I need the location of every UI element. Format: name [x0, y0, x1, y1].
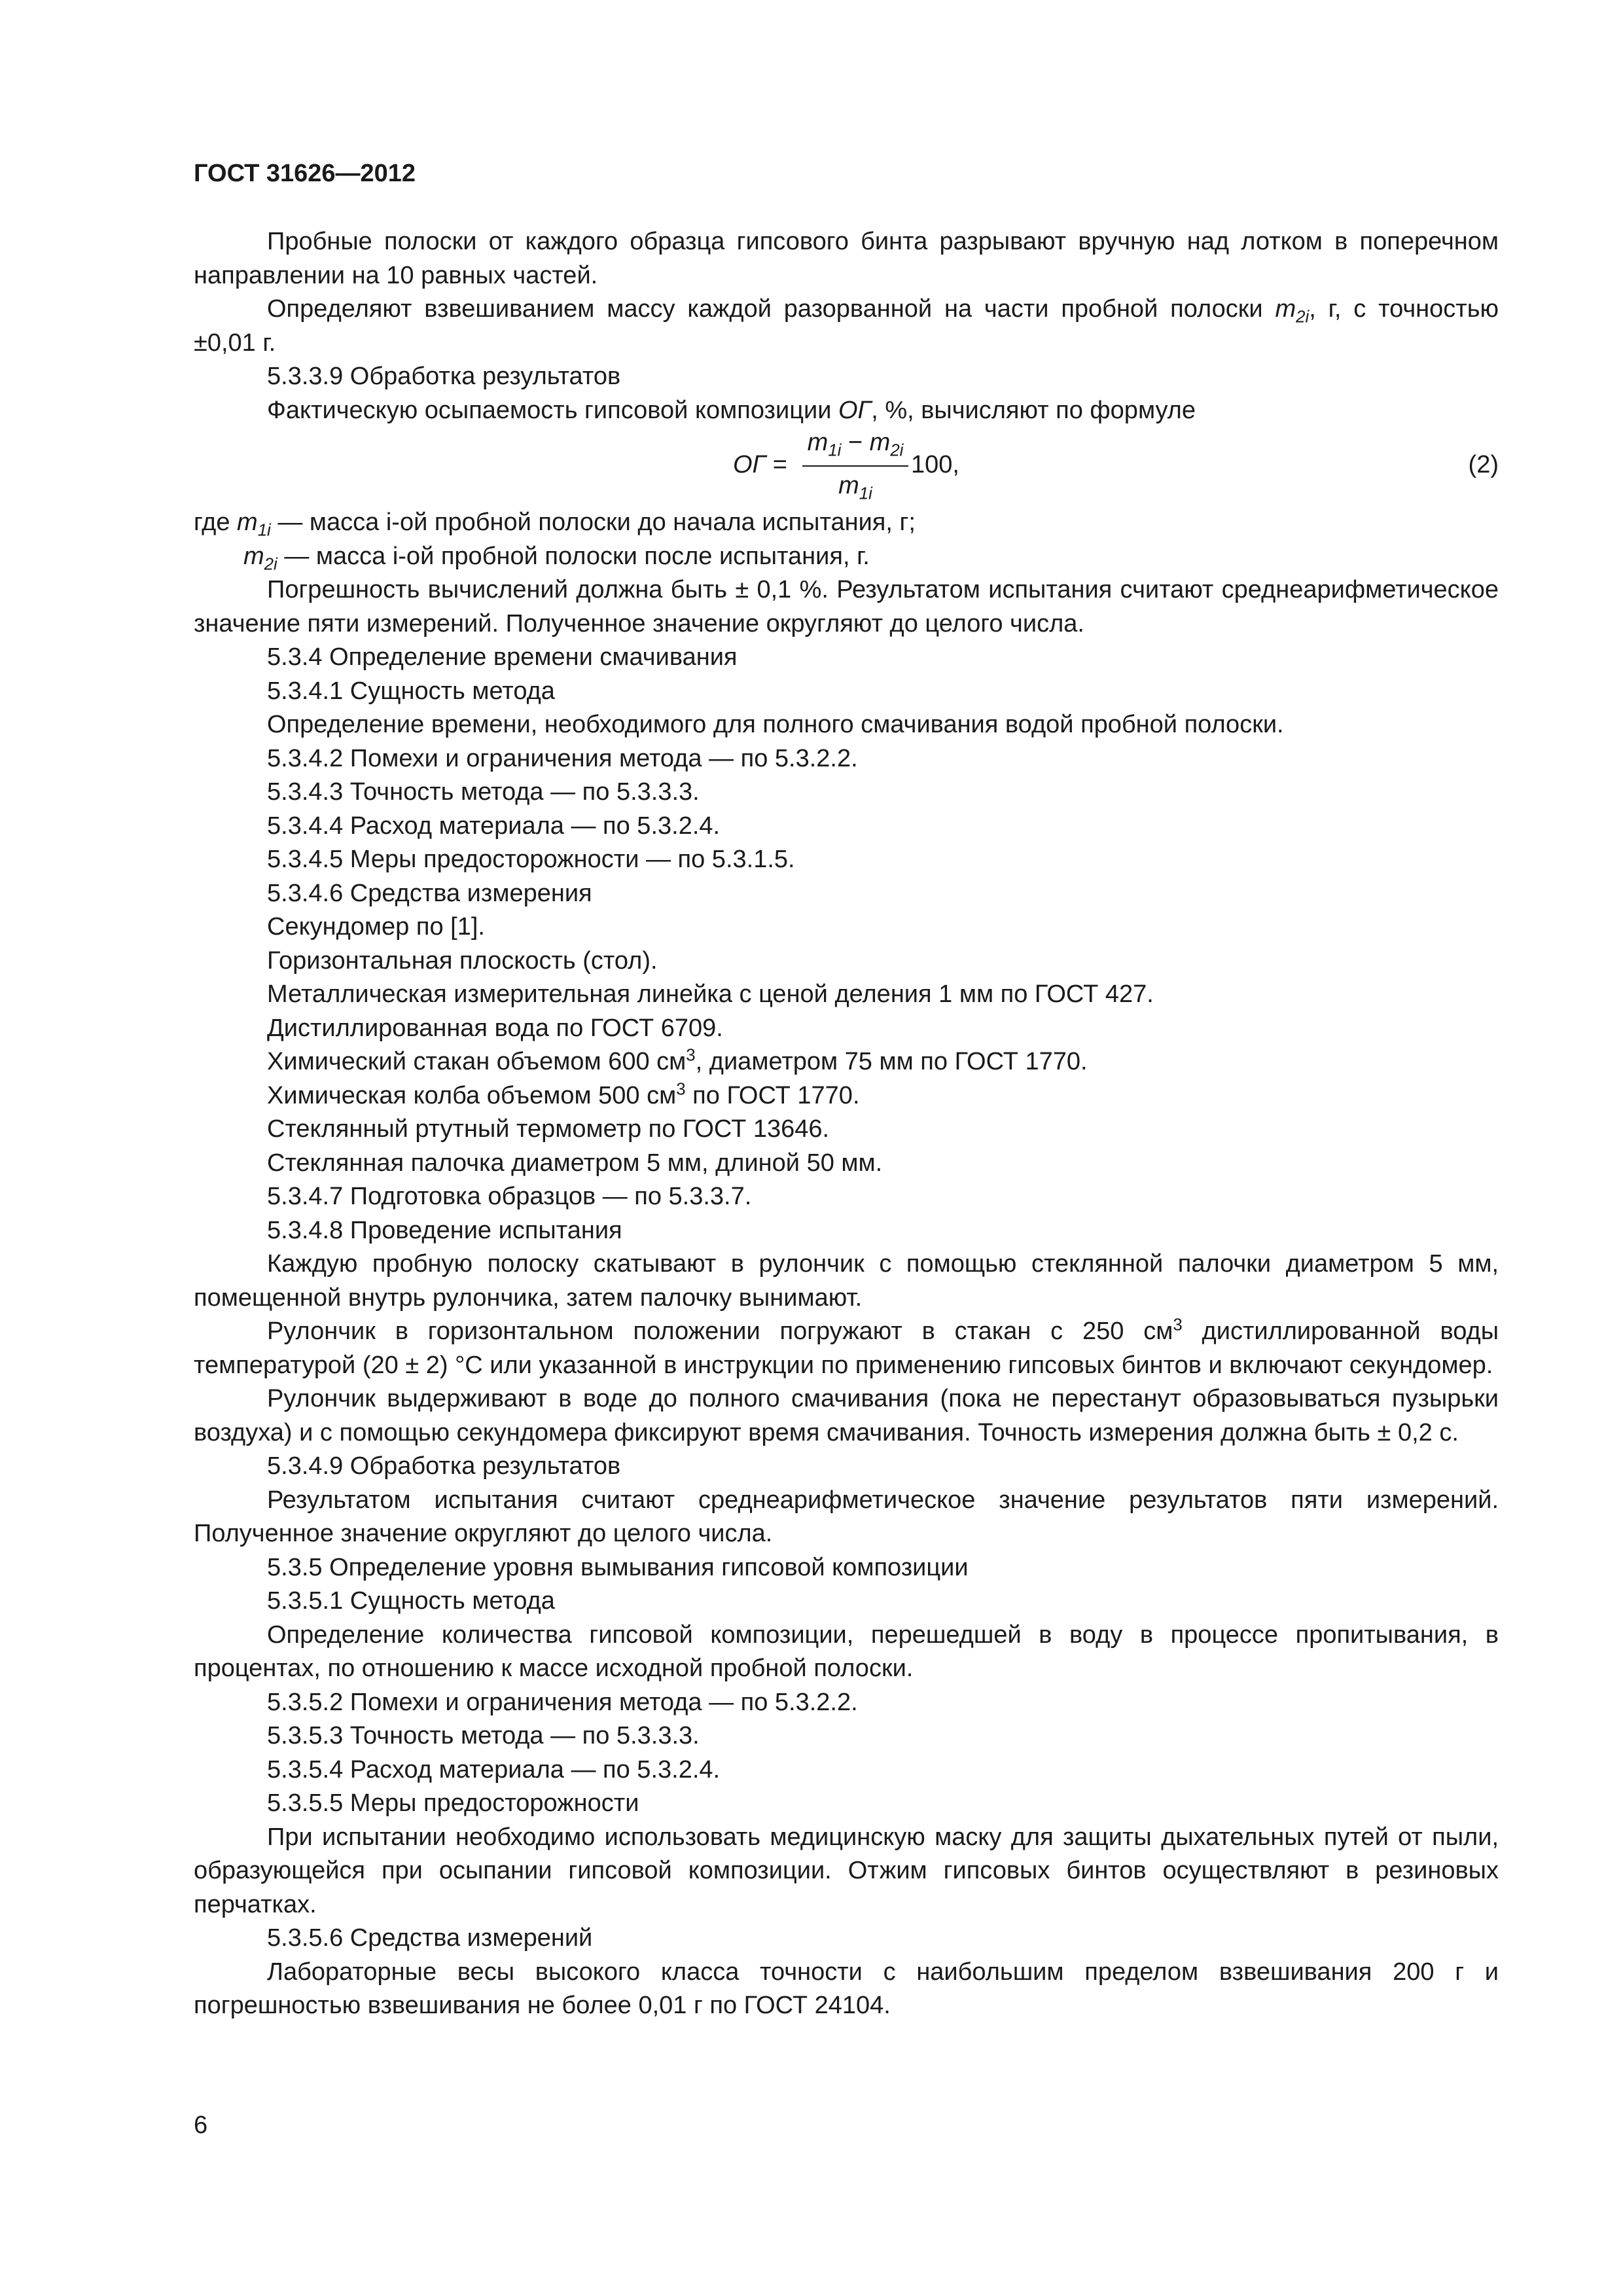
paragraph: Фактическую осыпаемость гипсовой композиции ОГ, %, вычисляют по формуле [267, 396, 1196, 424]
section-heading: 5.3.4 Определение времени смачивания [267, 643, 738, 671]
formula-numerator: $m_{1i} - m_{2i}$ [807, 429, 904, 460]
paragraph: 5.3.5.4 Расход материала — по 5.3.2.4. [267, 1755, 721, 1784]
paragraph: 5.3.4.2 Помехи и ограничения метода — по 5.3.2.2. [267, 744, 858, 772]
formula-fraction [800, 427, 911, 506]
paragraph: Каждую пробную полоску скатывают в рулончик с помощью стеклянной палочки диаметром 5 мм, помещенной внутрь рулончика, затем палочку вынимают. [194, 1250, 1499, 1312]
paragraph: Пробные полоски от каждого образца гипсового бинта разрывают вручную над лотком в поперечном направлении на 10 равных частей. [194, 228, 1499, 289]
paragraph: Рулончик в горизонтальном положении погружают в стакан с 250 $см^3$ дистиллированной воды температурой (20 ± 2) °С или указанной в инструкции по применению гипсовых бинтов и включают секундомер. [194, 1316, 1499, 1379]
list-item: Химическая колба объемом 500 $см^3$ по ГОСТ 1770. [267, 1079, 860, 1109]
paragraph: 5.3.4.4 Расход материала — по 5.3.2.4. [267, 812, 721, 840]
paragraph: Лабораторные весы высокого класса точности с наибольшим пределом взвешивания 200 г и погрешностью взвешивания не более 0,01 г по ГОСТ 24104. [194, 1958, 1499, 2019]
section-heading: 5.3.4.1 Сущность метода [267, 677, 555, 705]
section-heading: 5.3.4.6 Средства измерения [267, 879, 592, 907]
paragraph: Определяют взвешиванием массу каждой разорванной на части пробной полоски $m_{2i}$, г, с точностью ±0,01 г. [194, 295, 1499, 357]
paragraph: Определение времени, необходимого для полного смачивания водой пробной полоски. [267, 711, 1284, 738]
fraction-bar [802, 465, 908, 467]
page-number: 6 [194, 2111, 208, 2139]
paragraph: 5.3.4.5 Меры предосторожности — по 5.3.1.5. [267, 846, 795, 873]
formula-denominator: $m_{1i}$ [838, 472, 872, 503]
list-item: Горизонтальная плоскость (стол). [267, 946, 658, 975]
section-heading: 5.3.5.1 Сущность метода [267, 1587, 555, 1615]
list-item: Стеклянный ртутный термометр по ГОСТ 13646. [267, 1115, 830, 1143]
legend-line: $m_{2i}$ — масса i-ой пробной полоски после испытания, г. [243, 542, 870, 574]
list-item: Металлическая измерительная линейка с ценой деления 1 мм по ГОСТ 427. [267, 980, 1154, 1008]
section-heading: 5.3.4.9 Обработка результатов [267, 1452, 621, 1480]
list-item: Секундомер по [1]. [267, 913, 485, 941]
section-heading: 5.3.4.8 Проведение испытания [267, 1216, 622, 1244]
paragraph: Погрешность вычислений должна быть ± 0,1 %. Результатом испытания считают среднеарифметическое значение пяти измерений. Полученное значение округляют до целого числа. [194, 576, 1499, 637]
paragraph: 5.3.4.3 Точность метода — по 5.3.3.3. [267, 778, 700, 806]
document-body [194, 225, 1499, 2023]
paragraph: Определение количества гипсовой композиции, перешедшей в воду в процессе пропитывания, в процентах, по отношению к массе исходной пробной полоски. [194, 1621, 1499, 1682]
formula-lhs: ОГ = [733, 451, 787, 478]
legend-line: где $m_{1i}$ — масса i-ой пробной полоски до начала испытания, г; [194, 509, 916, 540]
section-heading: 5.3.5 Определение уровня вымывания гипсовой композиции [267, 1553, 969, 1581]
paragraph: 5.3.5.2 Помехи и ограничения метода — по 5.3.2.2. [267, 1688, 858, 1716]
formula-multiplier: 100, [911, 451, 959, 478]
paragraph: 5.3.4.7 Подготовка образцов — по 5.3.3.7. [267, 1183, 752, 1210]
section-heading: 5.3.5.6 Средства измерений [267, 1924, 593, 1952]
list-item: Химический стакан объемом 600 $см^3$, диаметром 75 мм по ГОСТ 1770. [267, 1046, 1088, 1075]
paragraph: Рулончик выдерживают в воде до полного смачивания (пока не перестанут образовываться пузырьки воздуха) и с помощью секундомера фиксируют время смачивания. Точность измерения должна быть ± 0,2 с. [194, 1385, 1499, 1446]
list-item: Дистиллированная вода по ГОСТ 6709. [267, 1014, 723, 1042]
formula-2 [194, 427, 1499, 506]
section-heading: 5.3.5.5 Меры предосторожности [267, 1789, 639, 1817]
paragraph: 5.3.5.3 Точность метода — по 5.3.3.3. [267, 1722, 700, 1749]
paragraph: Результатом испытания считают среднеарифметическое значение результатов пяти измерений. Полученное значение округляют до целого числа. [194, 1486, 1499, 1547]
list-item: Стеклянная палочка диаметром 5 мм, длиной 50 мм. [267, 1149, 883, 1177]
document-header: ГОСТ 31626—2012 [194, 160, 416, 187]
paragraph: При испытании необходимо использовать медицинскую маску для защиты дыхательных путей от пыли, образующейся при осыпании гипсовой композиции. Отжим гипсовых бинтов осуществляют в резиновых перчатках. [194, 1823, 1499, 1918]
formula-number: (2) [1468, 451, 1499, 478]
section-heading: 5.3.3.9 Обработка результатов [267, 363, 621, 390]
